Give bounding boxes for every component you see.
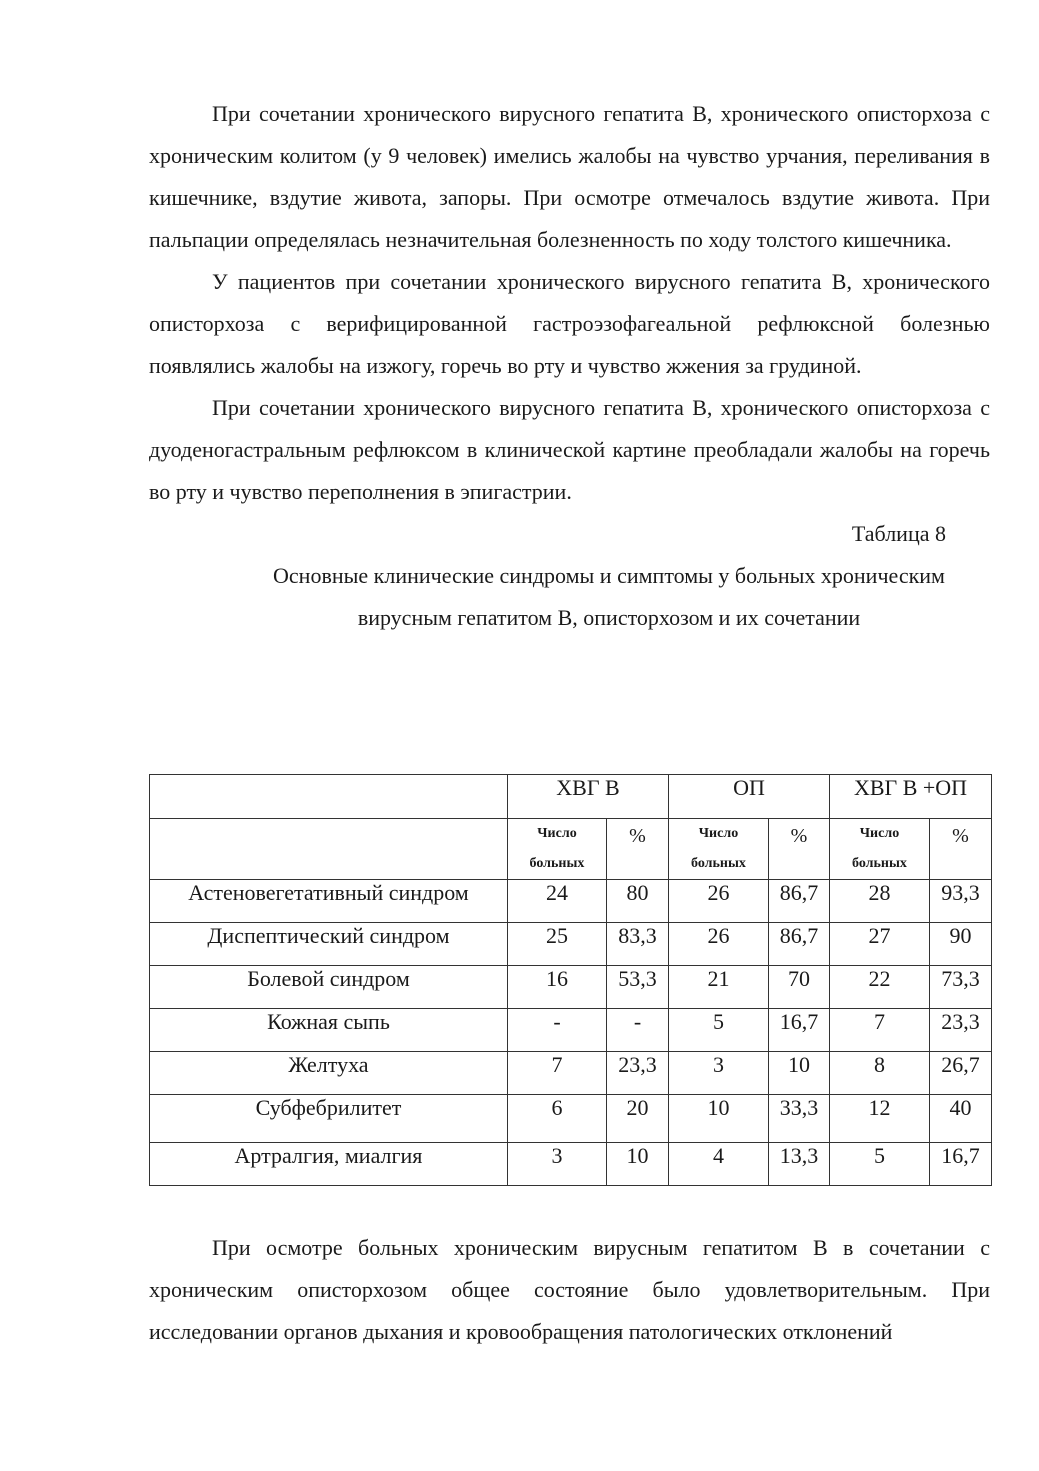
table-label: Таблица 8 xyxy=(851,521,946,546)
table-row xyxy=(150,1095,992,1143)
table-cell: 90 xyxy=(930,923,992,966)
table-cell: 3 xyxy=(508,1143,607,1186)
table-cell: 53,3 xyxy=(607,966,669,1009)
table-cell: 86,7 xyxy=(769,923,830,966)
table-cell: 7 xyxy=(830,1009,930,1052)
subheader-count-line2: больных xyxy=(852,856,907,871)
subheader-percent xyxy=(930,819,992,880)
percent-sign: % xyxy=(952,825,969,847)
table-cell: 7 xyxy=(508,1052,607,1095)
table-cell: 26,7 xyxy=(930,1052,992,1095)
table-cell: 4 xyxy=(669,1143,769,1186)
table-cell: - xyxy=(607,1009,669,1052)
table-cell: - xyxy=(508,1009,607,1052)
table-header-row xyxy=(150,775,992,819)
table-cell: 73,3 xyxy=(930,966,992,1009)
table-cell: 8 xyxy=(830,1052,930,1095)
table-cell: 24 xyxy=(508,880,607,923)
table-cell: 5 xyxy=(669,1009,769,1052)
header-group-op: ОП xyxy=(669,775,830,819)
table-cell: 13,3 xyxy=(769,1143,830,1186)
table-cell: 80 xyxy=(607,880,669,923)
subheader-percent xyxy=(607,819,669,880)
row-label: Желтуха xyxy=(150,1052,508,1095)
table-cell: 26 xyxy=(669,923,769,966)
percent-sign: % xyxy=(790,825,808,847)
table-cell: 26 xyxy=(669,880,769,923)
table-cell: 16,7 xyxy=(769,1009,830,1052)
table-row xyxy=(150,1143,992,1186)
subheader-count xyxy=(508,819,607,880)
subheader-count xyxy=(830,819,930,880)
table-row xyxy=(150,1052,992,1095)
row-label: Кожная сыпь xyxy=(150,1009,508,1052)
table-row xyxy=(150,966,992,1009)
table-row xyxy=(150,880,992,923)
table-cell: 70 xyxy=(769,966,830,1009)
table-cell: 20 xyxy=(607,1095,669,1143)
paragraph-gerd: У пациентов при сочетании хронического вирусного гепатита В, хронического описторхоза с верифицированной гастроэзофагеальной рефлюксной болезнью появлялись жалобы на изжогу, горечь во рту и чувство жжения за грудиной. xyxy=(149,269,990,378)
header-empty-cell xyxy=(150,775,508,819)
subheader-count-line1: Число xyxy=(859,826,900,841)
subheader-count-line2: больных xyxy=(529,856,585,871)
table-title-line1: Основные клинические синдромы и симптомы у больных хроническим xyxy=(273,563,945,588)
table-cell: 21 xyxy=(669,966,769,1009)
table-cell: 10 xyxy=(607,1143,669,1186)
row-label: Астеновегетативный синдром xyxy=(150,880,508,923)
paragraph-examination: При осмотре больных хроническим вирусным гепатитом В в сочетании с хроническим описторхозом общее состояние было удовлетворительным. При исследовании органов дыхания и кровообращения патологических отклонений xyxy=(149,1235,990,1344)
subheader-count xyxy=(669,819,769,880)
paragraph-colitis: При сочетании хронического вирусного гепатита В, хронического описторхоза с хроническим колитом (у 9 человек) имелись жалобы на чувство урчания, переливания в кишечнике, вздутие живота, запоры. При осмотре отмечалось вздутие живота. При пальпации определялась незначительная болезненность по ходу толстого кишечника. xyxy=(149,101,990,252)
table-cell: 6 xyxy=(508,1095,607,1143)
table-cell: 40 xyxy=(930,1095,992,1143)
table-cell: 23,3 xyxy=(607,1052,669,1095)
table-cell: 10 xyxy=(669,1095,769,1143)
row-label: Артралгия, миалгия xyxy=(150,1143,508,1186)
table-title-line2: вирусным гепатитом В, описторхозом и их сочетании xyxy=(357,605,861,630)
table-row xyxy=(150,1009,992,1052)
table-cell: 12 xyxy=(830,1095,930,1143)
subheader-percent xyxy=(769,819,830,880)
table-cell: 23,3 xyxy=(930,1009,992,1052)
table-cell: 93,3 xyxy=(930,880,992,923)
paragraph-duodenal-reflux: При сочетании хронического вирусного гепатита В, хронического описторхоза с дуоденогастральным рефлюксом в клинической картине преобладали жалобы на горечь во рту и чувство переполнения в эпигастрии. xyxy=(149,395,990,504)
subheader-count-line1: Число xyxy=(537,826,577,841)
table-cell: 10 xyxy=(769,1052,830,1095)
table-cell: 33,3 xyxy=(769,1095,830,1143)
header-group-hvgb: ХВГ В xyxy=(508,775,669,819)
table-cell: 16 xyxy=(508,966,607,1009)
header-group-hvgb-op: ХВГ В +ОП xyxy=(830,775,992,819)
percent-sign: % xyxy=(629,825,646,847)
table-cell: 25 xyxy=(508,923,607,966)
subheader-count-line2: больных xyxy=(691,856,746,871)
table-cell: 22 xyxy=(830,966,930,1009)
table-cell: 28 xyxy=(830,880,930,923)
table-subheader-row xyxy=(150,819,992,880)
table-cell: 86,7 xyxy=(769,880,830,923)
table-cell: 27 xyxy=(830,923,930,966)
table-cell: 83,3 xyxy=(607,923,669,966)
table-cell: 3 xyxy=(669,1052,769,1095)
table-cell: 16,7 xyxy=(930,1143,992,1186)
text-block-top xyxy=(149,93,990,639)
row-label: Диспептический синдром xyxy=(150,923,508,966)
table-cell: 5 xyxy=(830,1143,930,1186)
subheader-count-line1: Число xyxy=(698,826,739,841)
row-label: Болевой синдром xyxy=(150,966,508,1009)
syndromes-table xyxy=(149,774,992,1186)
text-block-bottom xyxy=(149,1227,990,1353)
table-row xyxy=(150,923,992,966)
subheader-empty-cell xyxy=(150,819,508,880)
row-label: Субфебрилитет xyxy=(150,1095,508,1143)
